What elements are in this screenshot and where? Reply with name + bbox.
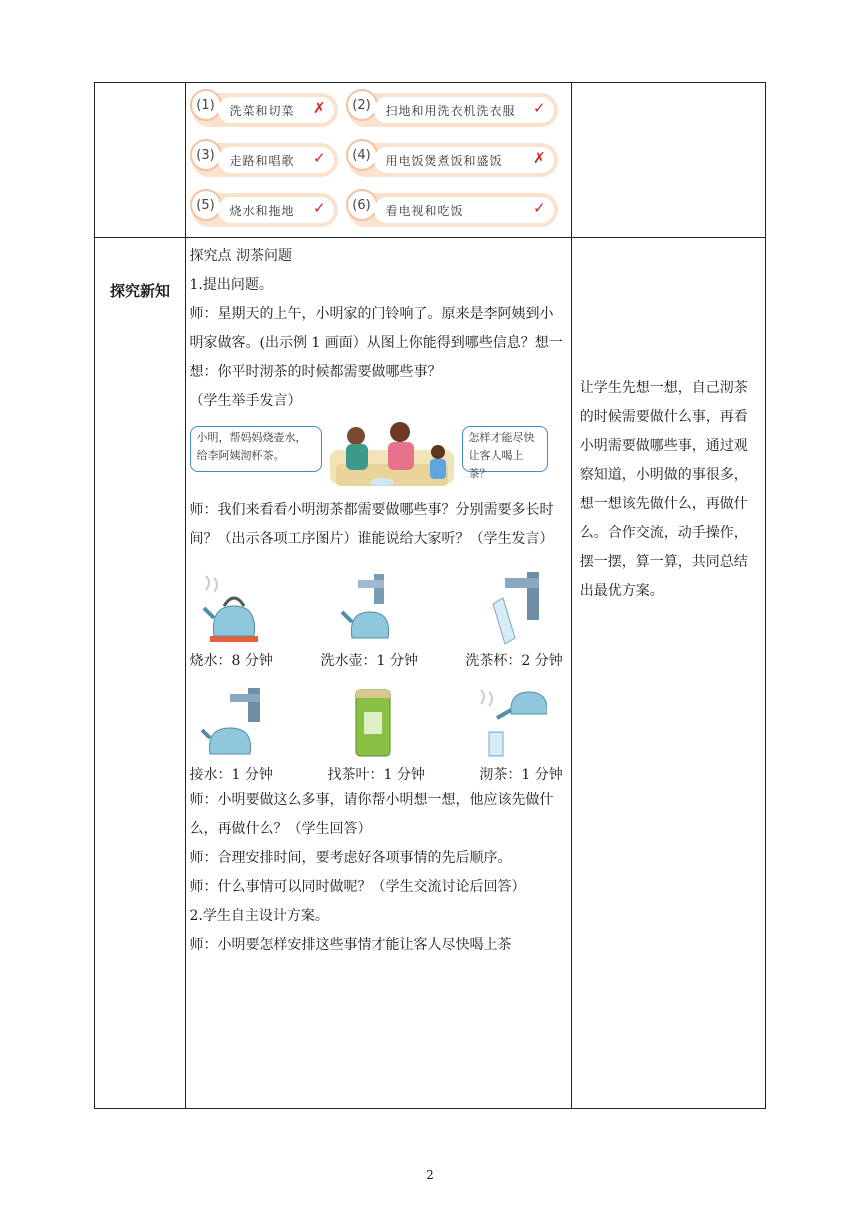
make-tea-icon xyxy=(477,684,547,760)
step-heading: 1.提出问题。 xyxy=(189,277,273,293)
step-heading: 2.学生自主设计方案。 xyxy=(189,908,329,924)
content-cell xyxy=(185,238,571,1109)
activity-number: (3) xyxy=(190,139,222,171)
empty-cell xyxy=(571,83,765,238)
activity-text: 洗菜和切菜 xyxy=(229,103,295,118)
section-label: 探究新知 xyxy=(109,282,170,300)
check-mark-icon: ✓ xyxy=(532,199,546,217)
activity-item xyxy=(192,143,338,177)
paragraph: 师：星期天的上午，小明家的门铃响了。原来是李阿姨到小明家做客。(出示例 1 画面）从图上你能得到哪些信息？想一想：你平时沏茶的时候都需要做哪些事？ xyxy=(189,306,563,380)
paragraph: 师：小明要怎样安排这些事情才能让客人尽快喝上茶 xyxy=(189,937,512,953)
check-mark-icon: ✓ xyxy=(312,199,326,217)
step-images-row1 xyxy=(186,564,571,646)
activities-cell xyxy=(185,83,571,238)
activity-number: (4) xyxy=(346,139,378,171)
activities-grid xyxy=(186,83,571,233)
wash-kettle-icon xyxy=(338,570,408,646)
activity-text: 用电饭煲煮饭和盛饭 xyxy=(385,153,503,168)
topic-title: 探究点 沏茶问题 xyxy=(189,248,292,264)
check-mark-icon: ✓ xyxy=(312,149,326,167)
activity-text: 扫地和用洗衣机洗衣服 xyxy=(385,103,516,118)
paragraph: （学生举手发言） xyxy=(189,393,302,409)
cross-mark-icon: ✗ xyxy=(312,99,326,117)
tea-can-icon xyxy=(338,684,408,760)
step-caption: 找茶叶：1 分钟 xyxy=(327,767,425,783)
step-images-row2 xyxy=(186,678,571,760)
activity-number: (6) xyxy=(346,189,378,221)
empty-cell xyxy=(95,83,186,238)
activity-item xyxy=(192,193,338,227)
paragraph: 师：小明要做这么多事，请你帮小明想一想，他应该先做什么，再做什么？（学生回答） xyxy=(189,792,554,837)
paragraph: 师：什么事情可以同时做呢？（学生交流讨论后回答） xyxy=(189,879,526,895)
step-caption: 接水：1 分钟 xyxy=(189,767,273,783)
activity-item xyxy=(348,93,558,127)
paragraph: 师：我们来看看小明沏茶都需要做哪些事？分别需要多长时间？（出示各项工序图片）谁能说给大家听？（学生发言） xyxy=(189,502,554,547)
step-caption: 烧水：8 分钟 xyxy=(189,653,273,669)
wash-cup-icon xyxy=(477,570,547,646)
activity-number: (5) xyxy=(190,189,222,221)
step-caption: 洗茶杯：2 分钟 xyxy=(465,653,563,669)
step-caption: 洗水壶：1 分钟 xyxy=(320,653,418,669)
activity-text: 看电视和吃饭 xyxy=(385,203,464,218)
activity-text: 走路和唱歌 xyxy=(229,153,295,168)
activity-item xyxy=(348,143,558,177)
paragraph: 师：合理安排时间，要考虑好各项事情的先后顺序。 xyxy=(189,850,512,866)
activity-number: (2) xyxy=(346,89,378,121)
step-captions-row2 xyxy=(186,764,571,784)
check-mark-icon: ✓ xyxy=(532,99,546,117)
fill-water-icon xyxy=(200,684,270,760)
activity-item xyxy=(348,193,558,227)
teaching-note: 让学生先想一想，自己沏茶的时候需要做什么事，再看小明需要做哪些事，通过观察知道，小明做的事很多，想一想该先做什么，再做什么。合作交流，动手操作，摆一摆，算一算，共同总结出最优方案。 xyxy=(579,380,748,599)
speech-bubble-right: 怎样才能尽快让客人喝上茶？ xyxy=(462,426,548,472)
activity-text: 烧水和拖地 xyxy=(229,203,295,218)
example-scene-illustration xyxy=(190,420,571,496)
step-caption: 沏茶：1 分钟 xyxy=(479,767,563,783)
page-number: 2 xyxy=(426,1168,434,1182)
boiling-kettle-icon xyxy=(200,570,270,646)
notes-cell xyxy=(571,238,765,1109)
cross-mark-icon: ✗ xyxy=(532,149,546,167)
family-sofa-icon xyxy=(326,420,458,496)
activity-number: (1) xyxy=(190,89,222,121)
activity-item xyxy=(192,93,338,127)
step-captions-row1 xyxy=(186,650,571,670)
lesson-table xyxy=(94,82,766,1109)
speech-bubble-left: 小明，帮妈妈烧壶水，给李阿姨沏杯茶。 xyxy=(190,426,322,472)
section-label-cell xyxy=(95,238,186,1109)
